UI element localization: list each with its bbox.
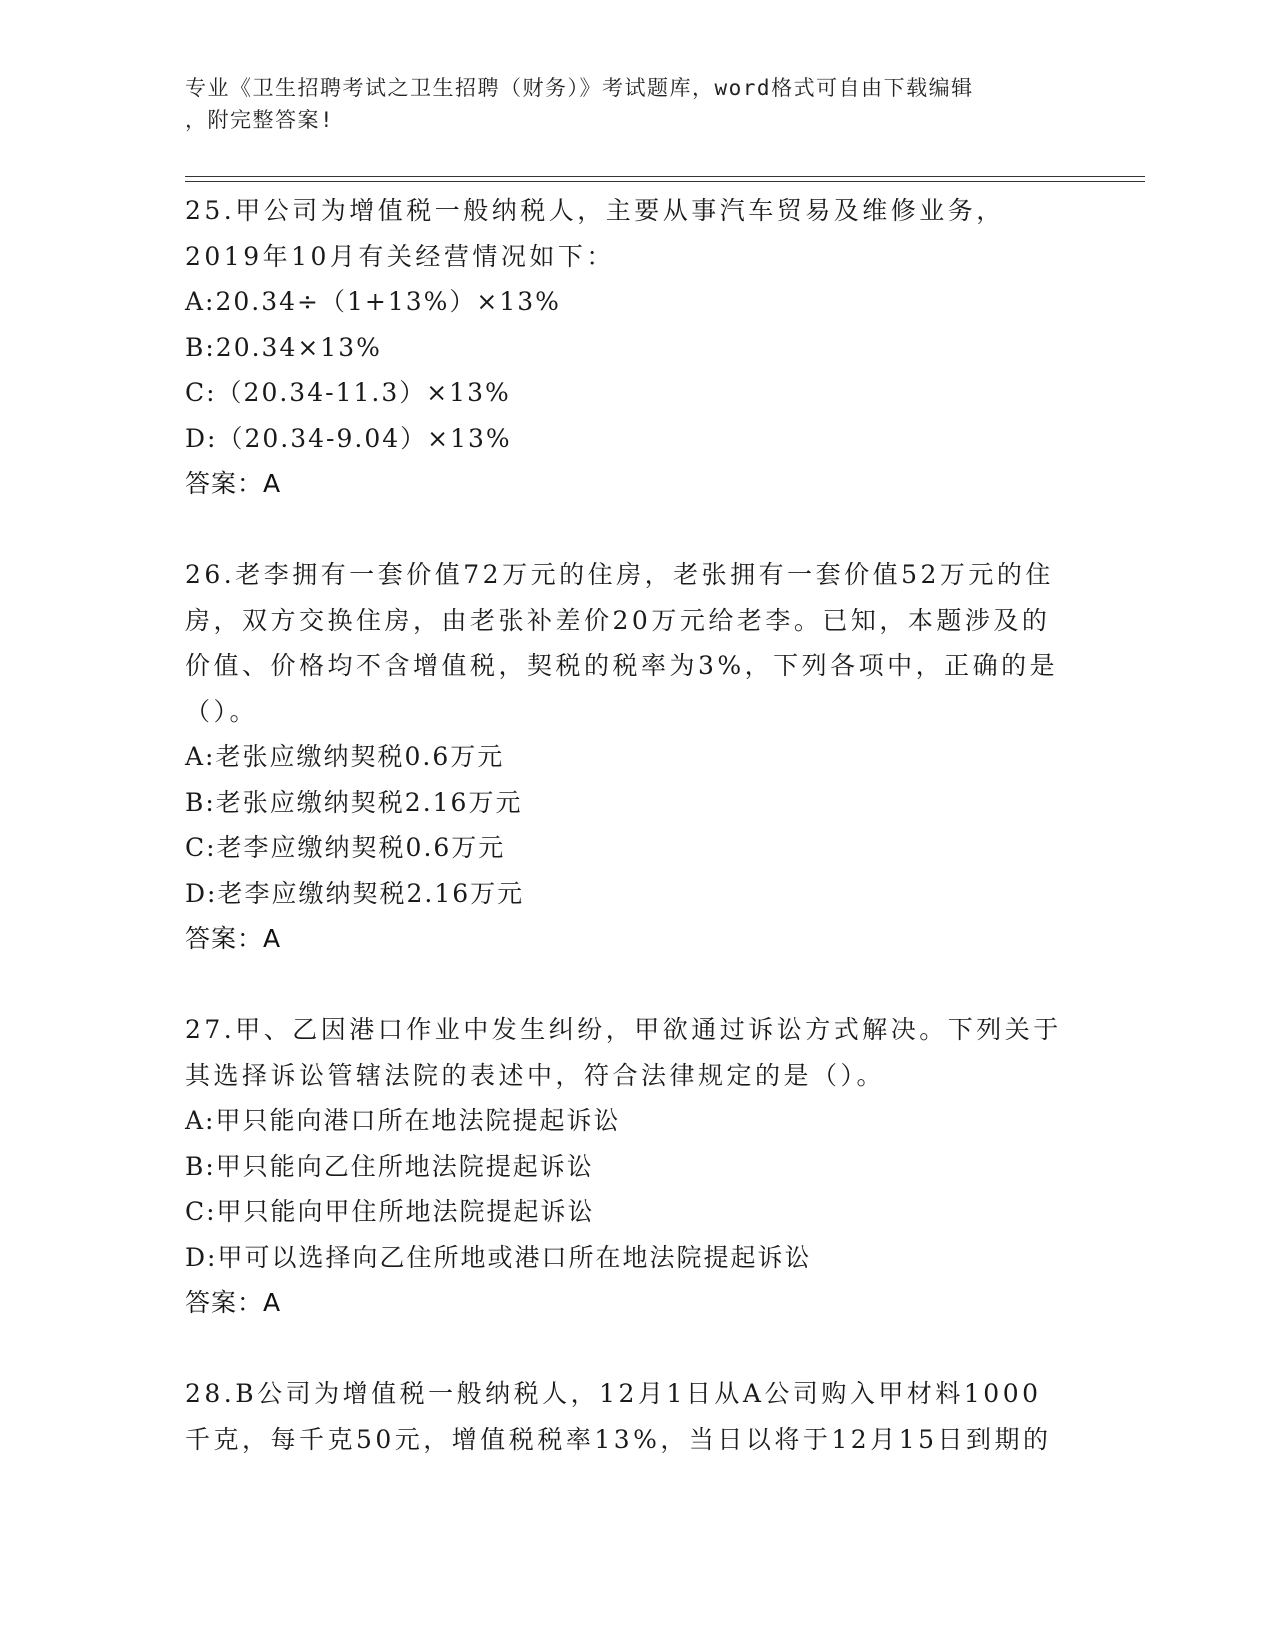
header-divider-top [185, 176, 1145, 177]
question-stem: 28.B公司为增值税一般纳税人，12月1日从A公司购入甲材料1000千克，每千克50元，增值税税率13%，当日以将于12月15日到期的 [185, 1379, 1052, 1454]
answer-text: 答案：A [185, 924, 282, 953]
question-stem: 25.甲公司为增值税一般纳税人，主要从事汽车贸易及维修业务，2019年10月有关经营情况如下： [185, 196, 1005, 271]
option-d: D:老李应缴纳契税2.16万元 [185, 878, 525, 908]
document-header [185, 72, 1085, 136]
option-d: D:（20.34-9.04）×13% [185, 423, 512, 453]
question-26 [185, 552, 1065, 962]
spacer [185, 507, 1065, 553]
header-line-1: 专业《卫生招聘考试之卫生招聘（财务）》考试题库，word格式可自由下载编辑 [185, 76, 974, 100]
option-a: A:老张应缴纳契税0.6万元 [185, 742, 505, 771]
option-b: B:老张应缴纳契税2.16万元 [185, 787, 523, 817]
answer-text: 答案：A [185, 1288, 282, 1317]
spacer [185, 1326, 1065, 1372]
spacer [185, 962, 1065, 1008]
option-c: C:（20.34-11.3）×13% [185, 378, 511, 407]
question-25 [185, 188, 1065, 507]
option-b: B:20.34×13% [185, 332, 382, 362]
option-b: B:甲只能向乙住所地法院提起诉讼 [185, 1151, 594, 1181]
answer-text: 答案：A [185, 469, 282, 498]
option-c: C:甲只能向甲住所地法院提起诉讼 [185, 1197, 595, 1226]
question-28 [185, 1371, 1065, 1462]
option-a: A:20.34÷（1+13%）×13% [185, 287, 561, 316]
document-page [185, 0, 1145, 1650]
option-d: D:甲可以选择向乙住所地或港口所在地法院提起诉讼 [185, 1242, 812, 1272]
option-a: A:甲只能向港口所在地法院提起诉讼 [185, 1106, 621, 1135]
question-list [185, 188, 1065, 1462]
question-stem: 26.老李拥有一套价值72万元的住房，老张拥有一套价值52万元的住房，双方交换住房，由老张补差价20万元给老李。已知，本题涉及的价值、价格均不含增值税，契税的税率为3%，下列各项中，正确的是（）。 [185, 560, 1059, 726]
header-line-2: ，附完整答案! [185, 108, 335, 132]
question-27 [185, 1007, 1065, 1326]
option-c: C:老李应缴纳契税0.6万元 [185, 833, 506, 862]
header-divider-bottom [185, 181, 1145, 182]
question-stem: 27.甲、乙因港口作业中发生纠纷，甲欲通过诉讼方式解决。下列关于其选择诉讼管辖法院的表述中，符合法律规定的是（）。 [185, 1015, 1062, 1090]
